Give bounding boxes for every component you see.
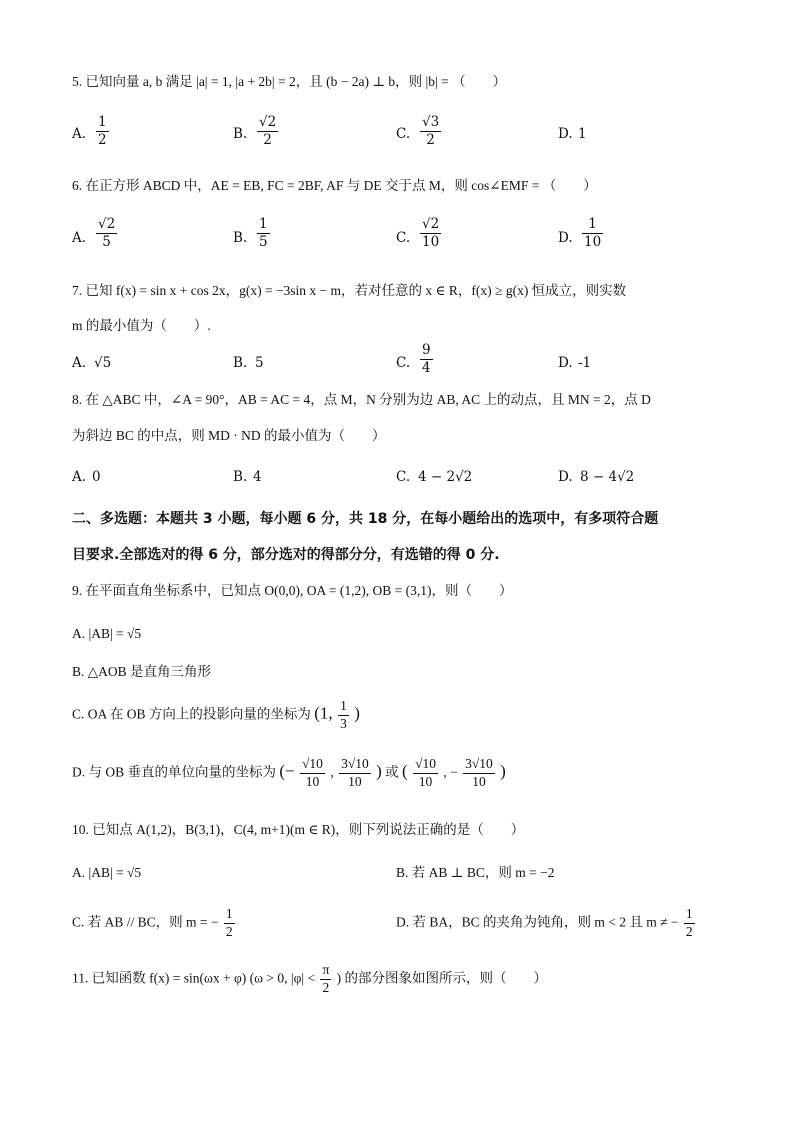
q6-option-c-value: $\frac{√2}{10}$ bbox=[422, 216, 440, 250]
q10-option-c-text: C. 若 AB // BC，则 m = − bbox=[72, 914, 219, 930]
q10-option-c bbox=[72, 906, 237, 941]
q10-stem: 10. 已知点 A(1,2)，B(3,1)，C(4, m+1)(m ∈ R)，则下列说法正确的是（ ） bbox=[72, 822, 525, 837]
q7-stem-line2: m 的最小值为（ ）. bbox=[72, 318, 211, 333]
q5-option-d-value: 1 bbox=[578, 126, 587, 142]
q8-option-b-label: B. bbox=[233, 469, 248, 485]
q5-option-d-label: D. bbox=[558, 126, 573, 142]
q9-option-d bbox=[72, 756, 506, 791]
q7-option-b-value: 5 bbox=[255, 355, 264, 371]
q7-option-c-value: $\frac{9}{4}$ bbox=[422, 342, 431, 376]
q9-option-c-fraction: $\frac{1}{3}$ bbox=[340, 698, 347, 731]
q10-option-a: A. |AB| = √5 bbox=[72, 865, 142, 880]
q10-option-d-text: D. 若 BA，BC 的夹角为钝角，则 m < 2 且 m ≠ − bbox=[396, 914, 679, 930]
q7-option-a-value: √5 bbox=[94, 355, 112, 371]
q8-option-d-label: D. bbox=[558, 469, 573, 485]
q9-option-d-close2: ) bbox=[500, 761, 506, 781]
q5-option-b-value: $\frac{√2}{2}$ bbox=[259, 114, 277, 148]
q9-option-d-open2: ( bbox=[402, 761, 408, 781]
q9-option-b: B. △AOB 是直角三角形 bbox=[72, 664, 212, 679]
q5-stem: 5. 已知向量 a, b 满足 |a| = 1, |a + 2b| = 2，且 (b − 2a) ⊥ b，则 |b| = （ ） bbox=[72, 74, 507, 89]
q5-option-a-label: A. bbox=[72, 126, 87, 142]
q5-option-a-value: $\frac{1}{2}$ bbox=[98, 114, 107, 148]
q9-option-d-or: 或 bbox=[385, 764, 399, 780]
q10-option-d bbox=[396, 906, 697, 941]
q9-option-c bbox=[72, 698, 360, 733]
q8-option-a-value: 0 bbox=[92, 469, 101, 485]
q8-stem-line2: 为斜边 BC 的中点，则 MD · ND 的最小值为（ ） bbox=[72, 428, 386, 443]
q8-option-c-value: 4 − 2√2 bbox=[418, 469, 473, 485]
q5-option-c-label: C. bbox=[396, 126, 411, 142]
q9-option-d-fraction-2: $\frac{3√10}{10}$ bbox=[341, 756, 369, 789]
q11-stem-text: 11. 已知函数 f(x) = sin(ωx + φ) (ω > 0, |φ| < bbox=[72, 970, 316, 986]
q9-option-d-fraction-3: $\frac{√10}{10}$ bbox=[415, 756, 436, 789]
q6-option-b-value: $\frac{1}{5}$ bbox=[259, 216, 268, 250]
q9-option-d-open1: (− bbox=[279, 761, 295, 781]
q7-option-c-label: C. bbox=[396, 355, 411, 371]
q9-option-d-text: D. 与 OB 垂直的单位向量的坐标为 bbox=[72, 764, 277, 780]
section-2-heading-line2: 目要求.全部选对的得 6 分，部分选对的得部分分，有选错的得 0 分. bbox=[72, 547, 500, 563]
q5-option-c-value: $\frac{√3}{2}$ bbox=[422, 114, 440, 148]
q11-stem-tail: ) 的部分图象如图所示，则（ ） bbox=[336, 970, 548, 986]
q7-option-d-value: -1 bbox=[578, 355, 592, 371]
q11-stem bbox=[72, 962, 547, 997]
q9-option-a: A. |AB| = √5 bbox=[72, 626, 142, 641]
q7-option-d-label: D. bbox=[558, 355, 573, 371]
q10-option-b: B. 若 AB ⊥ BC，则 m = −2 bbox=[396, 865, 555, 880]
q10-option-c-fraction: $\frac{1}{2}$ bbox=[225, 906, 233, 939]
q8-stem-line1: 8. 在 △ABC 中，∠A = 90°，AB = AC = 4，点 M，N 分别为边 AB, AC 上的动点，且 MN = 2，点 D bbox=[72, 392, 651, 407]
q6-option-d-value: $\frac{1}{10}$ bbox=[584, 216, 602, 250]
section-2-heading-line1: 二、多选题：本题共 3 小题，每小题 6 分，共 18 分，在每小题给出的选项中，有多项符合题 bbox=[72, 511, 659, 527]
q7-stem-line1: 7. 已知 f(x) = sin x + cos 2x，g(x) = −3sin x − m，若对任意的 x ∈ R，f(x) ≥ g(x) 恒成立，则实数 bbox=[72, 283, 627, 298]
q11-stem-fraction: $\frac{\pi}{2}$ bbox=[322, 962, 330, 995]
q9-option-d-close1: ) bbox=[376, 761, 382, 781]
q8-option-d-value: 8 − 4√2 bbox=[580, 469, 635, 485]
q8-option-a-label: A. bbox=[72, 469, 87, 485]
q6-option-d-label: D. bbox=[558, 230, 573, 246]
q9-stem: 9. 在平面直角坐标系中，已知点 O(0,0), OA = (1,2), OB = (3,1)，则（ ） bbox=[72, 583, 513, 598]
q6-option-b-label: B. bbox=[233, 230, 248, 246]
q9-option-c-text: C. OA 在 OB 方向上的投影向量的坐标为 bbox=[72, 706, 311, 722]
q7-option-b-label: B. bbox=[233, 355, 248, 371]
q10-option-d-fraction: $\frac{1}{2}$ bbox=[685, 906, 693, 939]
q6-stem: 6. 在正方形 ABCD 中，AE = EB, FC = 2BF, AF 与 DE 交于点 M，则 cos∠EMF = （ ） bbox=[72, 178, 597, 193]
q9-option-d-fraction-4: $\frac{3√10}{10}$ bbox=[465, 756, 493, 789]
q9-option-d-comma-2: , − bbox=[443, 764, 458, 780]
q7-option-a-label: A. bbox=[72, 355, 87, 371]
q9-option-c-open: (1, bbox=[314, 703, 333, 723]
q8-option-c-label: C. bbox=[396, 469, 411, 485]
q8-option-b-value: 4 bbox=[253, 469, 262, 485]
q6-option-c-label: C. bbox=[396, 230, 411, 246]
q6-option-a-label: A. bbox=[72, 230, 87, 246]
q9-option-c-close: ) bbox=[354, 703, 360, 723]
q6-option-a-value: $\frac{√2}{5}$ bbox=[98, 216, 116, 250]
q5-option-b-label: B. bbox=[233, 126, 248, 142]
q9-option-d-comma-1: , bbox=[330, 764, 334, 780]
q9-option-d-fraction-1: $\frac{√10}{10}$ bbox=[302, 756, 323, 789]
